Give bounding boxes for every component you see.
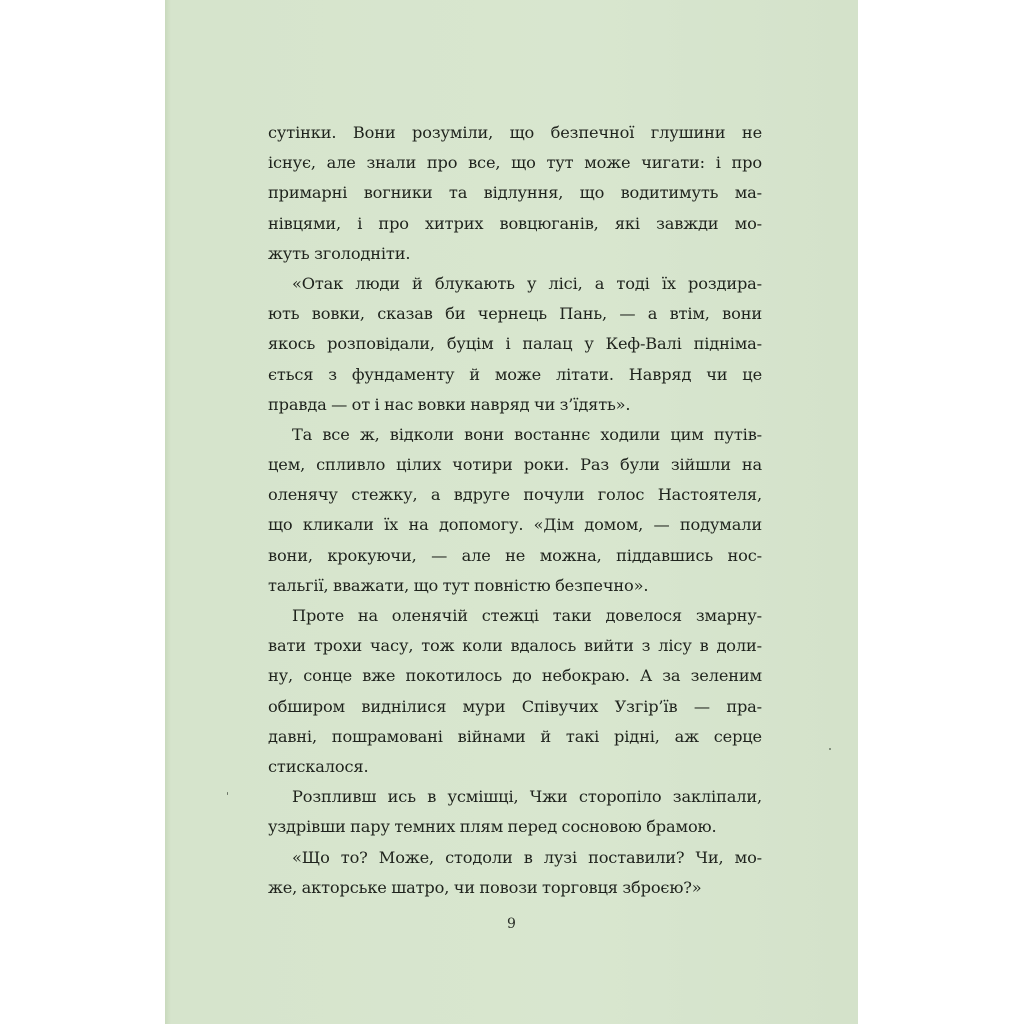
body-text (268, 118, 762, 903)
text-line: тальгії, вважати, що тут повністю безпечно». (268, 575, 649, 595)
text-line: що кликали їх на допомогу. «Дім домом, — подумали (268, 515, 762, 535)
text-line: оленячу стежку, а вдруге почули голос Настоятеля, (268, 485, 762, 505)
text-line: обширом виднілися мури Співучих Узгір’їв — пра- (268, 696, 762, 716)
text-line: нівцями, і про хитрих вовцюганів, які завжди мо- (268, 213, 762, 233)
paragraph-first-line: «Отак люди й блукають у лісі, а тоді їх роздира- (292, 273, 762, 293)
text-line: правда — от і нас вовки навряд чи з’їдять». (268, 394, 631, 414)
book-page (165, 0, 858, 1024)
text-line: ється з фундаменту й може літати. Навряд чи це (268, 364, 762, 384)
text-line: стискалося. (268, 756, 369, 776)
paragraph-first-line: Розпливш ись в усмішці, Чжи сторопіло закліпали, (292, 787, 762, 807)
paper-speck (227, 792, 228, 795)
text-line: сутінки. Вони розуміли, що безпечної глушини не (268, 123, 762, 142)
text-line: примарні вогники та відлуння, що водитимуть ма- (268, 183, 762, 203)
text-line: вони, крокуючи, — але не можна, піддавшись нос- (268, 545, 762, 565)
text-line: вати трохи часу, тож коли вдалось вийти з лісу в доли- (268, 636, 762, 656)
text-line: ну, сонце вже покотилось до небокраю. А за зеленим (268, 666, 762, 686)
paragraph-first-line: Та все ж, відколи вони востаннє ходили цим путів- (292, 424, 762, 444)
text-line: давні, пошрамовані війнами й такі рідні, аж серце (268, 726, 762, 746)
text-line: цем, спливло цілих чотири роки. Раз були зійшли на (268, 455, 762, 475)
text-line: якось розповідали, буцім і палац у Кеф-Валі підніма- (268, 334, 762, 354)
page-number: 9 (507, 916, 516, 932)
paragraph-first-line: «Що то? Може, стодоли в лузі поставили? Чи, мо- (292, 847, 762, 867)
text-line: ють вовки, сказав би чернець Пань, — а втім, вони (268, 304, 762, 324)
text-line: же, акторське шатро, чи повози торговця зброєю?» (268, 877, 702, 897)
paper-speck (829, 748, 831, 750)
text-line: жуть зголодніти. (268, 243, 411, 263)
text-line: уздрівши пару темних плям перед сосновою брамою. (268, 817, 717, 837)
text-line: існує, але знали про все, що тут може чигати: і про (268, 153, 762, 173)
paragraph-first-line: Проте на оленячій стежці таки довелося змарну- (292, 606, 762, 625)
